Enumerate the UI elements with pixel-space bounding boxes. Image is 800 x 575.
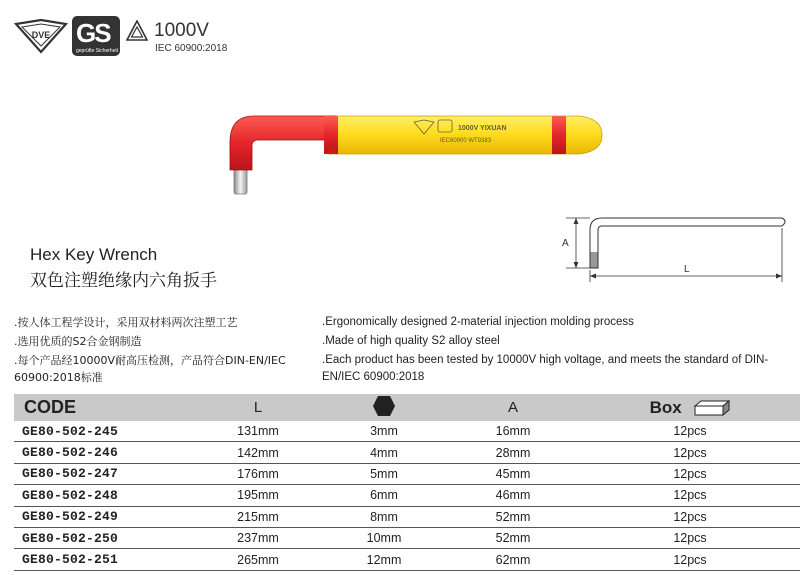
header-box-label: Box: [649, 397, 682, 417]
product-title-en: Hex Key Wrench: [30, 245, 158, 264]
red-elbow: [230, 116, 336, 170]
cell-box: 12pcs: [580, 442, 800, 463]
svg-text:DVE: DVE: [31, 30, 51, 40]
hexagon-icon: [372, 395, 396, 417]
cell-code: GE80-502-247: [14, 463, 194, 484]
cell-code: GE80-502-248: [14, 485, 194, 506]
dim-l-label: L: [684, 264, 690, 275]
insulation-triangle-icon: [126, 20, 148, 42]
features-en: [322, 314, 800, 388]
table-header-row: [14, 394, 800, 421]
red-band: [552, 116, 566, 154]
cell-box: 12pcs: [580, 421, 800, 442]
cell-code: GE80-502-246: [14, 442, 194, 463]
cell-box: 12pcs: [580, 527, 800, 548]
table-row: [14, 442, 800, 463]
cell-a: 52mm: [446, 527, 580, 548]
dimension-drawing: [556, 210, 796, 284]
cell-l: 237mm: [194, 527, 322, 548]
voltage-rating: 1000V: [154, 20, 209, 41]
table-row: [14, 549, 800, 570]
table-row: [14, 463, 800, 484]
cell-code: GE80-502-245: [14, 421, 194, 442]
header-l: L: [194, 394, 322, 421]
cell-a: 28mm: [446, 442, 580, 463]
table-row: [14, 421, 800, 442]
cell-box: 12pcs: [580, 463, 800, 484]
cell-hex: 3mm: [322, 421, 446, 442]
table-row: [14, 485, 800, 506]
feature-cn-item: .选用优质的S2合金钢制造: [14, 335, 142, 348]
header-code: CODE: [14, 394, 194, 421]
cell-code: GE80-502-251: [14, 549, 194, 570]
feature-cn-item: .每个产品经10000V耐高压检测，产品符合DIN-EN/IEC 60900:2018标准: [14, 354, 286, 384]
cell-hex: 12mm: [322, 549, 446, 570]
table-row: [14, 506, 800, 527]
cell-hex: 10mm: [322, 527, 446, 548]
gs-subtext: geprüfte Sicherheit: [76, 48, 118, 54]
certification-marks: [14, 12, 244, 56]
header-a: A: [446, 394, 580, 421]
cell-l: 195mm: [194, 485, 322, 506]
features-cn: [14, 314, 314, 388]
cell-l: 142mm: [194, 442, 322, 463]
dim-a-label: A: [562, 238, 569, 249]
cell-box: 12pcs: [580, 485, 800, 506]
cell-hex: 4mm: [322, 442, 446, 463]
cell-l: 176mm: [194, 463, 322, 484]
gs-logo: [72, 16, 120, 56]
cell-code: GE80-502-250: [14, 527, 194, 548]
feature-en-item: .Each product has been tested by 10000V high voltage, and meets the standard of DIN-EN/IEC 60900:2018: [322, 354, 769, 383]
cell-l: 215mm: [194, 506, 322, 527]
svg-text:1000V YIXUAN: 1000V YIXUAN: [458, 125, 507, 132]
cell-box: 12pcs: [580, 506, 800, 527]
cell-hex: 8mm: [322, 506, 446, 527]
cell-a: 46mm: [446, 485, 580, 506]
cell-hex: 5mm: [322, 463, 446, 484]
cell-l: 265mm: [194, 549, 322, 570]
cell-l: 131mm: [194, 421, 322, 442]
cell-a: 52mm: [446, 506, 580, 527]
cell-a: 45mm: [446, 463, 580, 484]
box-icon: [694, 400, 730, 416]
table-body: [14, 421, 800, 570]
cell-code: GE80-502-249: [14, 506, 194, 527]
svg-text:IEC60900 WT9383: IEC60900 WT9383: [440, 138, 492, 144]
product-title-cn: 双色注塑绝缘内六角扳手: [30, 271, 217, 291]
vde-logo: [14, 18, 68, 54]
spec-table: [14, 394, 800, 571]
cell-a: 62mm: [446, 549, 580, 570]
header-box: [580, 394, 800, 421]
table-row: [14, 527, 800, 548]
gs-mark-text: GS: [76, 18, 110, 48]
hex-key-wrench-image: [218, 104, 608, 200]
header-hex: [322, 394, 446, 421]
feature-en-item: .Ergonomically designed 2-material injection molding process: [322, 316, 634, 328]
feature-en-item: .Made of high quality S2 alloy steel: [322, 335, 500, 347]
standard-label: IEC 60900:2018: [155, 43, 228, 54]
feature-cn-item: .按人体工程学设计，采用双材料两次注塑工艺: [14, 316, 238, 329]
cell-box: 12pcs: [580, 549, 800, 570]
cell-hex: 6mm: [322, 485, 446, 506]
cell-a: 16mm: [446, 421, 580, 442]
